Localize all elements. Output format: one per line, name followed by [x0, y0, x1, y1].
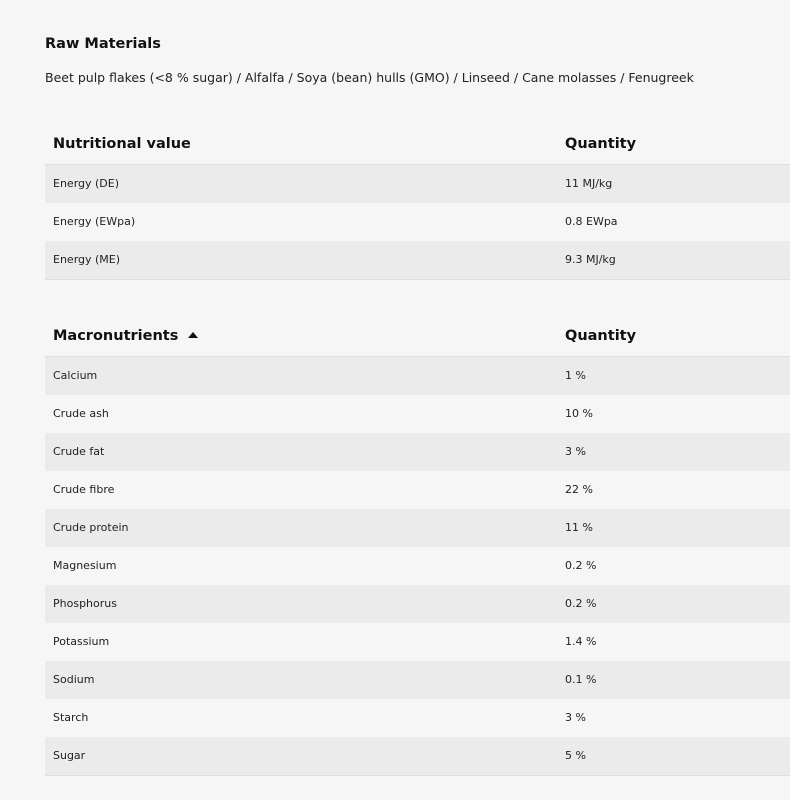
nutrient-quantity: 1.4 %: [565, 635, 597, 648]
nutrient-name: Calcium: [53, 369, 98, 382]
nutrient-quantity: 0.2 %: [565, 559, 597, 572]
nutrient-quantity: 10 %: [565, 407, 593, 420]
nutrient-quantity: 3 %: [565, 445, 586, 458]
nutrient-name: Energy (ME): [53, 253, 121, 266]
table-row: [45, 165, 790, 203]
nutrient-name: Crude fibre: [53, 483, 115, 496]
raw-materials-title: Raw Materials: [45, 36, 161, 52]
nutrient-quantity: 11 %: [565, 521, 593, 534]
nutrient-name: Energy (DE): [53, 177, 120, 190]
macronutrients-table-header: [45, 317, 790, 357]
nutrient-name: Sugar: [53, 749, 86, 762]
table-row: [45, 241, 790, 280]
macronutrients-header[interactable]: [53, 317, 198, 356]
nutrient-quantity: 0.1 %: [565, 673, 597, 686]
nutrient-name: Potassium: [53, 635, 110, 648]
nutrient-quantity: 9.3 MJ/kg: [565, 253, 616, 266]
nutrient-name: Crude fat: [53, 445, 105, 458]
nutrient-quantity: 0.2 %: [565, 597, 597, 610]
nutrient-name: Crude protein: [53, 521, 129, 534]
nutrient-quantity: 22 %: [565, 483, 593, 496]
table-row: [45, 585, 790, 623]
nutrient-quantity: 11 MJ/kg: [565, 177, 613, 190]
caret-up-icon[interactable]: [188, 332, 198, 338]
macronutrients-quantity-header: Quantity: [565, 328, 637, 344]
table-row: [45, 661, 790, 699]
nutrient-name: Crude ash: [53, 407, 109, 420]
nutrient-quantity: 3 %: [565, 711, 586, 724]
nutritional-table-header: [45, 125, 790, 165]
nutrient-quantity: 1 %: [565, 369, 586, 382]
macronutrients-table: [45, 317, 790, 776]
table-row: [45, 547, 790, 585]
table-row: [45, 203, 790, 241]
nutrient-quantity: 5 %: [565, 749, 586, 762]
nutrient-name: Sodium: [53, 673, 95, 686]
table-row: [45, 737, 790, 776]
table-row: [45, 357, 790, 395]
nutrient-name: Phosphorus: [53, 597, 117, 610]
nutritional-quantity-header: Quantity: [565, 136, 637, 152]
nutrient-quantity: 0.8 EWpa: [565, 215, 618, 228]
nutritional-value-header: Nutritional value: [53, 136, 191, 152]
table-row: [45, 509, 790, 547]
nutrient-name: Energy (EWpa): [53, 215, 136, 228]
table-row: [45, 699, 790, 737]
table-row: [45, 623, 790, 661]
raw-materials-text: Beet pulp flakes (<8 % sugar) / Alfalfa / Soya (bean) hulls (GMO) / Linseed / Cane molasses / Fenugreek: [45, 70, 694, 85]
nutrient-name: Magnesium: [53, 559, 117, 572]
table-row: [45, 471, 790, 509]
macronutrients-header-label: Macronutrients: [53, 328, 179, 344]
nutritional-value-table: [45, 125, 790, 280]
table-row: [45, 433, 790, 471]
table-row: [45, 395, 790, 433]
nutrient-name: Starch: [53, 711, 89, 724]
